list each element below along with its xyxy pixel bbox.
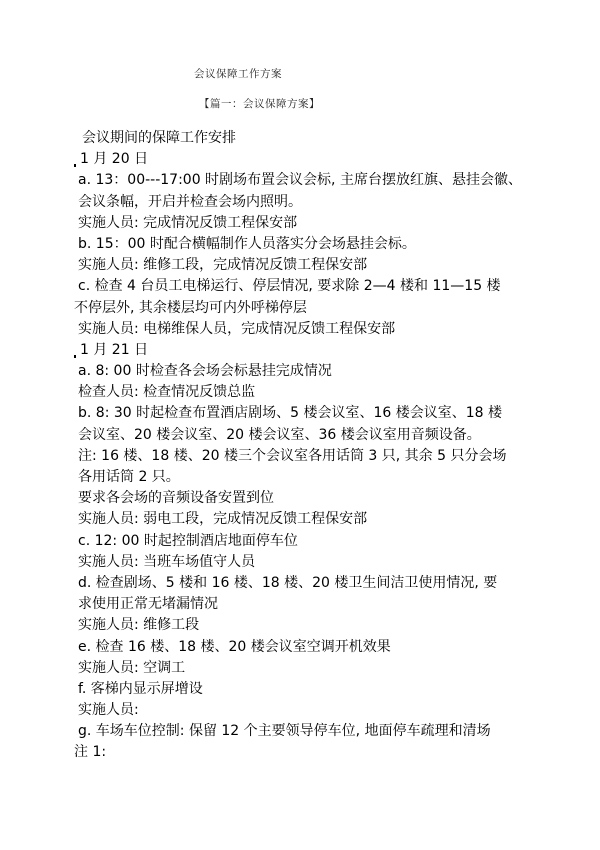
text-line: b. 8: 30 时起检查布置酒店剧场、5 楼会议室、16 楼会议室、18 楼 xyxy=(78,405,503,422)
text-line: 实施人员: 空调工 xyxy=(78,659,186,676)
text-line: 实施人员: 维修工段 xyxy=(78,617,200,634)
text-line: 检查人员: 检查情况反馈总监 xyxy=(78,384,256,401)
text-line: 实施人员: 完成情况反馈工程保安部 xyxy=(78,214,298,231)
text-line: 实施人员: 电梯维保人员，完成情况反馈工程保安部 xyxy=(78,320,396,337)
text-line: c. 12: 00 时起控制酒店地面停车位 xyxy=(78,532,298,549)
text-line: 实施人员: 当班车场值守人员 xyxy=(78,553,256,570)
document-body xyxy=(74,128,574,764)
text-line: 注 1: xyxy=(74,744,107,761)
text-line: f. 客梯内显示屏增设 xyxy=(78,680,203,697)
date-heading: 1 月 21 日 xyxy=(74,340,574,361)
text-line: 实施人员: xyxy=(78,702,139,719)
text-line: 注: 16 楼、18 楼、20 楼三个会议室各用话筒 3 只, 其余 5 只分会场 xyxy=(78,447,507,464)
text-line: a. 8: 00 时检查各会场会标悬挂完成情况 xyxy=(78,363,332,380)
text-line: b. 15：00 时配合横幅制作人员落实分会场悬挂会标。 xyxy=(78,235,416,252)
text-line: 各用话筒 2 只。 xyxy=(78,469,180,485)
document-title: 会议保障工作方案 xyxy=(194,68,282,80)
text-line: 不停层外, 其余楼层均可内外呼梯停层 xyxy=(74,299,307,316)
text-line: c. 检查 4 台员工电梯运行、停层情况, 要求除 2—4 楼和 11—15 楼 xyxy=(78,278,501,295)
text-line: 实施人员: 弱电工段，完成情况反馈工程保安部 xyxy=(78,511,368,528)
text-line: 会议条幅，开启并检查会场内照明。 xyxy=(78,193,302,210)
text-line: 实施人员: 维修工段，完成情况反馈工程保安部 xyxy=(78,257,368,274)
section-heading: 会议期间的保障工作安排 xyxy=(82,130,236,146)
text-line: g. 车场车位控制: 保留 12 个主要领导停车位, 地面停车疏理和清场 xyxy=(78,723,491,740)
text-line: e. 检查 16 楼、18 楼、20 楼会议室空调开机效果 xyxy=(78,638,391,655)
text-line: 要求各会场的音频设备安置到位 xyxy=(78,490,274,507)
text-line: 求使用正常无堵漏情况 xyxy=(78,596,218,613)
text-line: d. 检查剧场、5 楼和 16 楼、18 楼、20 楼卫生间洁卫使用情况, 要 xyxy=(78,574,498,591)
date-heading: 1 月 20 日 xyxy=(74,149,574,170)
text-line: a. 13：00---17:00 时剧场布置会议会标, 主席台摆放红旗、悬挂会徽、 xyxy=(78,172,522,189)
text-line: 会议室、20 楼会议室、20 楼会议室、36 楼会议室用音频设备。 xyxy=(78,426,481,443)
document-subtitle: 【篇一：会议保障方案】 xyxy=(199,98,320,110)
